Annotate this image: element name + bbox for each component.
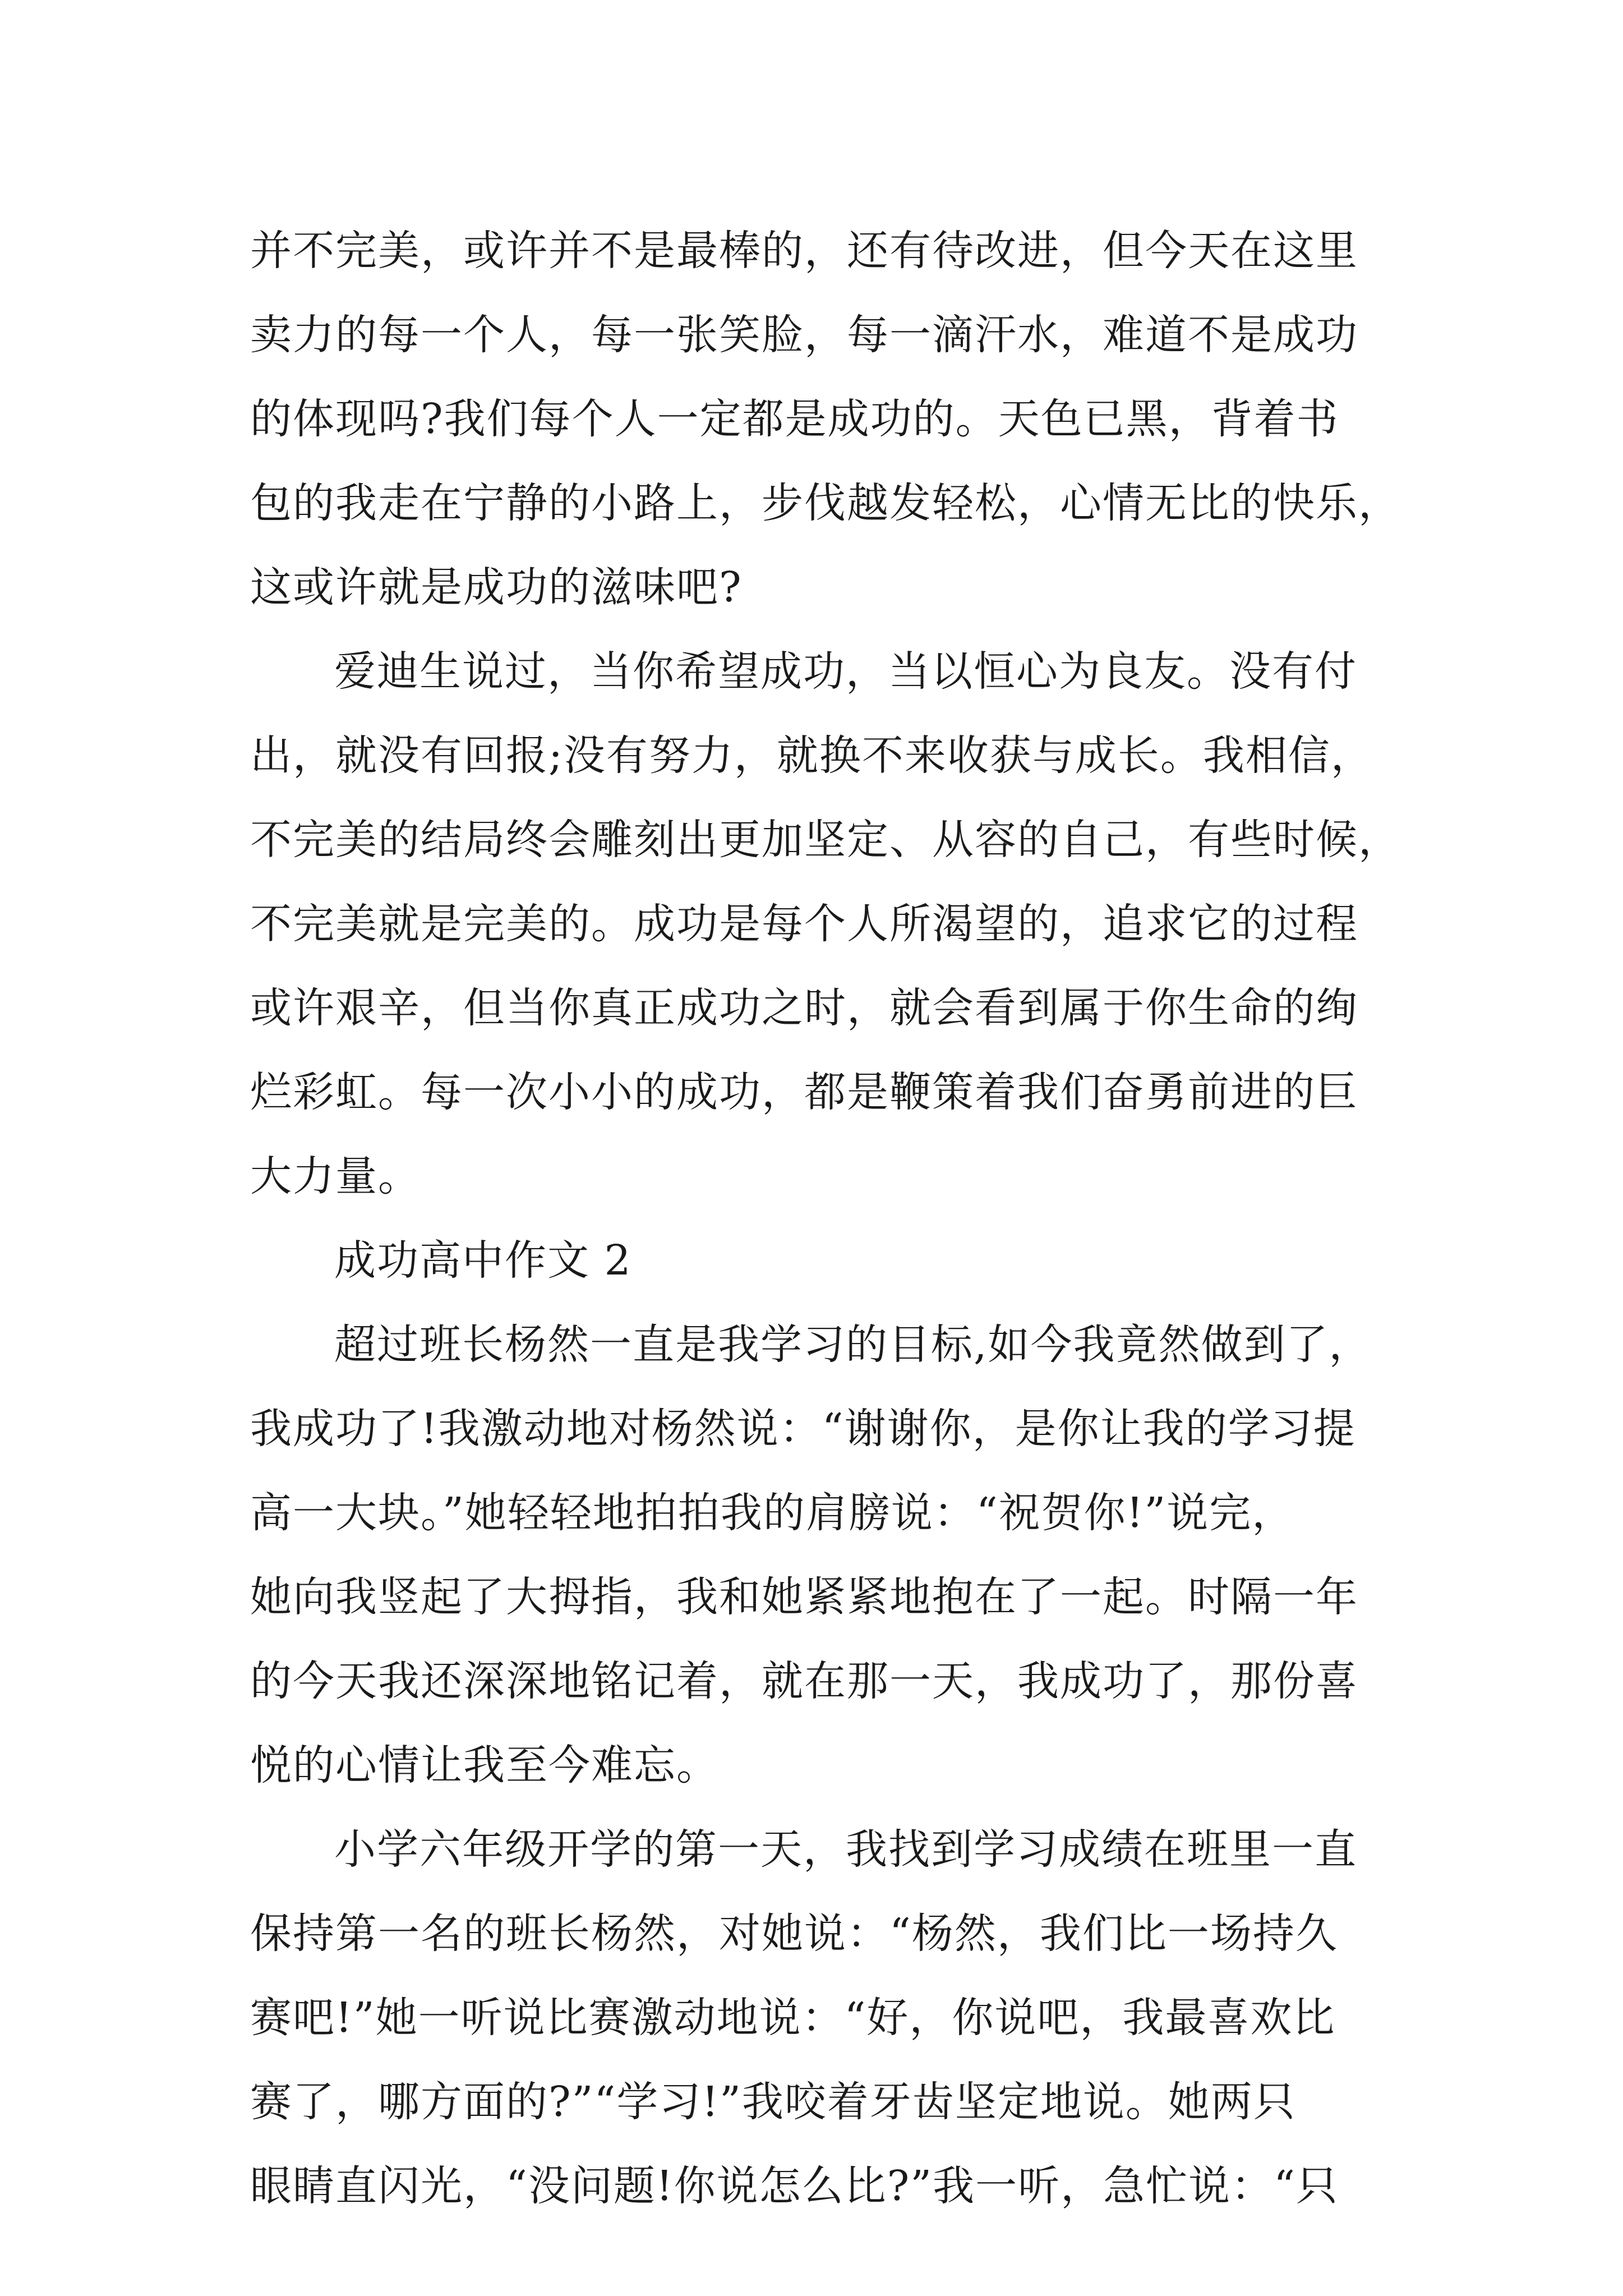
text-line: 并不完美，或许并不是最棒的，还有待改进，但今天在这里 (250, 227, 1358, 275)
text-line: 包的我走在宁静的小路上，步伐越发轻松，心情无比的快乐， (250, 479, 1401, 527)
text-line: 大力量。 (250, 1152, 421, 1200)
document-body (250, 209, 1401, 2228)
text-line: 的体现吗?我们每个人一定都是成功的。天色已黑，背着书 (250, 395, 1339, 443)
text-line: 卖力的每一个人，每一张笑脸，每一滴汗水，难道不是成功 (250, 311, 1358, 359)
text-line: 高一大块。”她轻轻地拍拍我的肩膀说：“祝贺你!”说完， (250, 1489, 1295, 1537)
text-line: 保持第一名的班长杨然，对她说：“杨然，我们比一场持久 (250, 1910, 1338, 1958)
text-line: 她向我竖起了大拇指，我和她紧紧地抱在了一起。时隔一年 (250, 1573, 1358, 1621)
text-line: 烂彩虹。每一次小小的成功，都是鞭策着我们奋勇前进的巨 (250, 1068, 1358, 1116)
text-line: 悦的心情让我至今难忘。 (250, 1741, 719, 1789)
text-line: 不完美的结局终会雕刻出更加坚定、从容的自己，有些时候， (250, 816, 1401, 864)
text-line: 眼睛直闪光，“没问题!你说怎么比?”我一听，急忙说：“只 (250, 2162, 1339, 2210)
text-line: 赛吧!”她一听说比赛激动地说：“好，你说吧，我最喜欢比 (250, 1994, 1336, 2042)
text-line: 赛了，哪方面的?”“学习!”我咬着牙齿坚定地说。她两只 (250, 2078, 1296, 2126)
text-line: 我成功了!我激动地对杨然说：“谢谢你，是你让我的学习提 (250, 1405, 1356, 1453)
text-line: 或许艰辛，但当你真正成功之时，就会看到属于你生命的绚 (250, 984, 1358, 1032)
text-line: 这或许就是成功的滋味吧? (250, 563, 743, 611)
paragraph-first-line: 超过班长杨然一直是我学习的目标,如今我竟然做到了， (334, 1320, 1372, 1369)
paragraph-first-line: 成功高中作文 2 (334, 1236, 632, 1285)
text-line: 的今天我还深深地铭记着，就在那一天，我成功了，那份喜 (250, 1657, 1358, 1705)
paragraph-first-line: 爱迪生说过，当你希望成功，当以恒心为良友。没有付 (334, 647, 1357, 696)
text-line: 出，就没有回报;没有努力，就换不来收获与成长。我相信， (250, 731, 1373, 780)
text-line: 不完美就是完美的。成功是每个人所渴望的，追求它的过程 (250, 900, 1358, 948)
paragraph-first-line: 小学六年级开学的第一天，我找到学习成绩在班里一直 (334, 1825, 1357, 1874)
